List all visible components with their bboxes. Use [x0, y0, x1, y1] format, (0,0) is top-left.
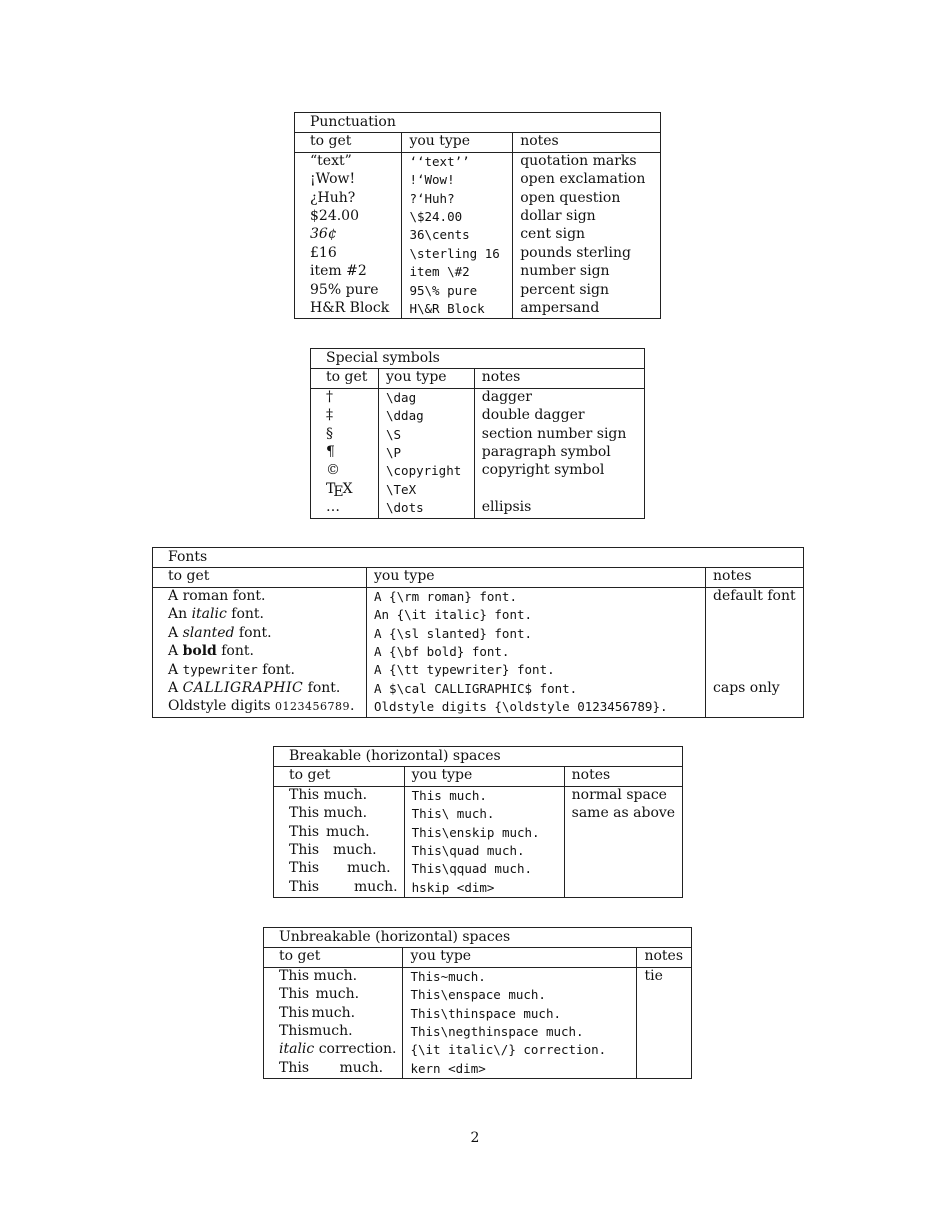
table-row: Oldstyle digits 0123456789. Oldstyle digits {\oldstyle 0123456789}.: [153, 698, 804, 717]
table-row: © \copyright copyright symbol: [311, 462, 645, 480]
table-row: A CALLIGRAPHIC font. A $\cal CALLIGRAPHIC$ font. caps only: [153, 680, 804, 698]
table-row: A roman font. A {\rm roman} font. default font: [153, 587, 804, 606]
header-you-type: you type: [367, 568, 706, 587]
table-row: £16 \sterling 16 pounds sterling: [295, 245, 661, 263]
header-you-type: you type: [379, 369, 475, 388]
special-symbols-table: [310, 348, 645, 519]
header-to-get: to get: [295, 133, 402, 152]
header-you-type: you type: [403, 948, 637, 967]
table-caption: Breakable (horizontal) spaces: [274, 747, 683, 767]
table-row: An italic font. An {\it italic} font.: [153, 606, 804, 624]
table-row: This much. hskip <dim>: [274, 879, 683, 898]
table-row: Thismuch. This\negthinspace much.: [264, 1023, 692, 1041]
header-to-get: to get: [264, 948, 403, 967]
table-row: A typewriter font. A {\tt typewriter} font.: [153, 661, 804, 679]
header-notes: notes: [706, 568, 804, 587]
table-row: item #2 item \#2 number sign: [295, 263, 661, 281]
header-you-type: you type: [402, 133, 513, 152]
table-row: This much. This\ much. same as above: [274, 805, 683, 823]
header-to-get: to get: [274, 767, 405, 786]
table-caption: Fonts: [153, 548, 804, 568]
unbreakable-spaces-table: [263, 927, 692, 1079]
fonts-table: [152, 547, 804, 718]
table-caption: Unbreakable (horizontal) spaces: [264, 928, 692, 948]
table-row: H&R Block H\&R Block ampersand: [295, 300, 661, 319]
table-row: $24.00 \$24.00 dollar sign: [295, 208, 661, 226]
table-row: This much. This\enspace much.: [264, 986, 692, 1004]
tex-logo: TEX: [311, 481, 379, 499]
header-to-get: to get: [311, 369, 379, 388]
table-row: ‡ \ddag double dagger: [311, 407, 645, 425]
table-row: ¶ \P paragraph symbol: [311, 444, 645, 462]
table-row: ¿Huh? ?‘Huh? open question: [295, 190, 661, 208]
table-caption: Special symbols: [311, 349, 645, 369]
table-row: “text” ‘‘text’’ quotation marks: [295, 152, 661, 171]
header-notes: notes: [637, 948, 692, 967]
table-row: … \dots ellipsis: [311, 499, 645, 518]
table-row: This much. This\qquad much.: [274, 860, 683, 878]
table-row: italic correction. {\it italic\/} correction.: [264, 1041, 692, 1059]
header-notes: notes: [474, 369, 644, 388]
table-row: This much. This~much. tie: [264, 967, 692, 986]
table-row: 95% pure 95\% pure percent sign: [295, 282, 661, 300]
header-to-get: to get: [153, 568, 367, 587]
table-row: ¡Wow! !‘Wow! open exclamation: [295, 171, 661, 189]
table-row: TEX \TeX: [311, 481, 645, 499]
table-row: This much. This\thinspace much.: [264, 1005, 692, 1023]
table-row: § \S section number sign: [311, 426, 645, 444]
table-row: A bold font. A {\bf bold} font.: [153, 643, 804, 661]
table-caption: Punctuation: [295, 113, 661, 133]
table-row: This much. This\enskip much.: [274, 824, 683, 842]
breakable-spaces-table: [273, 746, 683, 898]
table-row: 36¢ 36\cents cent sign: [295, 226, 661, 244]
punctuation-table: [294, 112, 661, 319]
header-notes: notes: [513, 133, 661, 152]
page-number: 2: [470, 1130, 480, 1146]
table-row: A slanted font. A {\sl slanted} font.: [153, 625, 804, 643]
table-row: This much. This much. normal space: [274, 786, 683, 805]
table-row: This much. kern <dim>: [264, 1060, 692, 1079]
table-row: This much. This\quad much.: [274, 842, 683, 860]
table-row: † \dag dagger: [311, 388, 645, 407]
header-you-type: you type: [404, 767, 564, 786]
header-notes: notes: [564, 767, 682, 786]
